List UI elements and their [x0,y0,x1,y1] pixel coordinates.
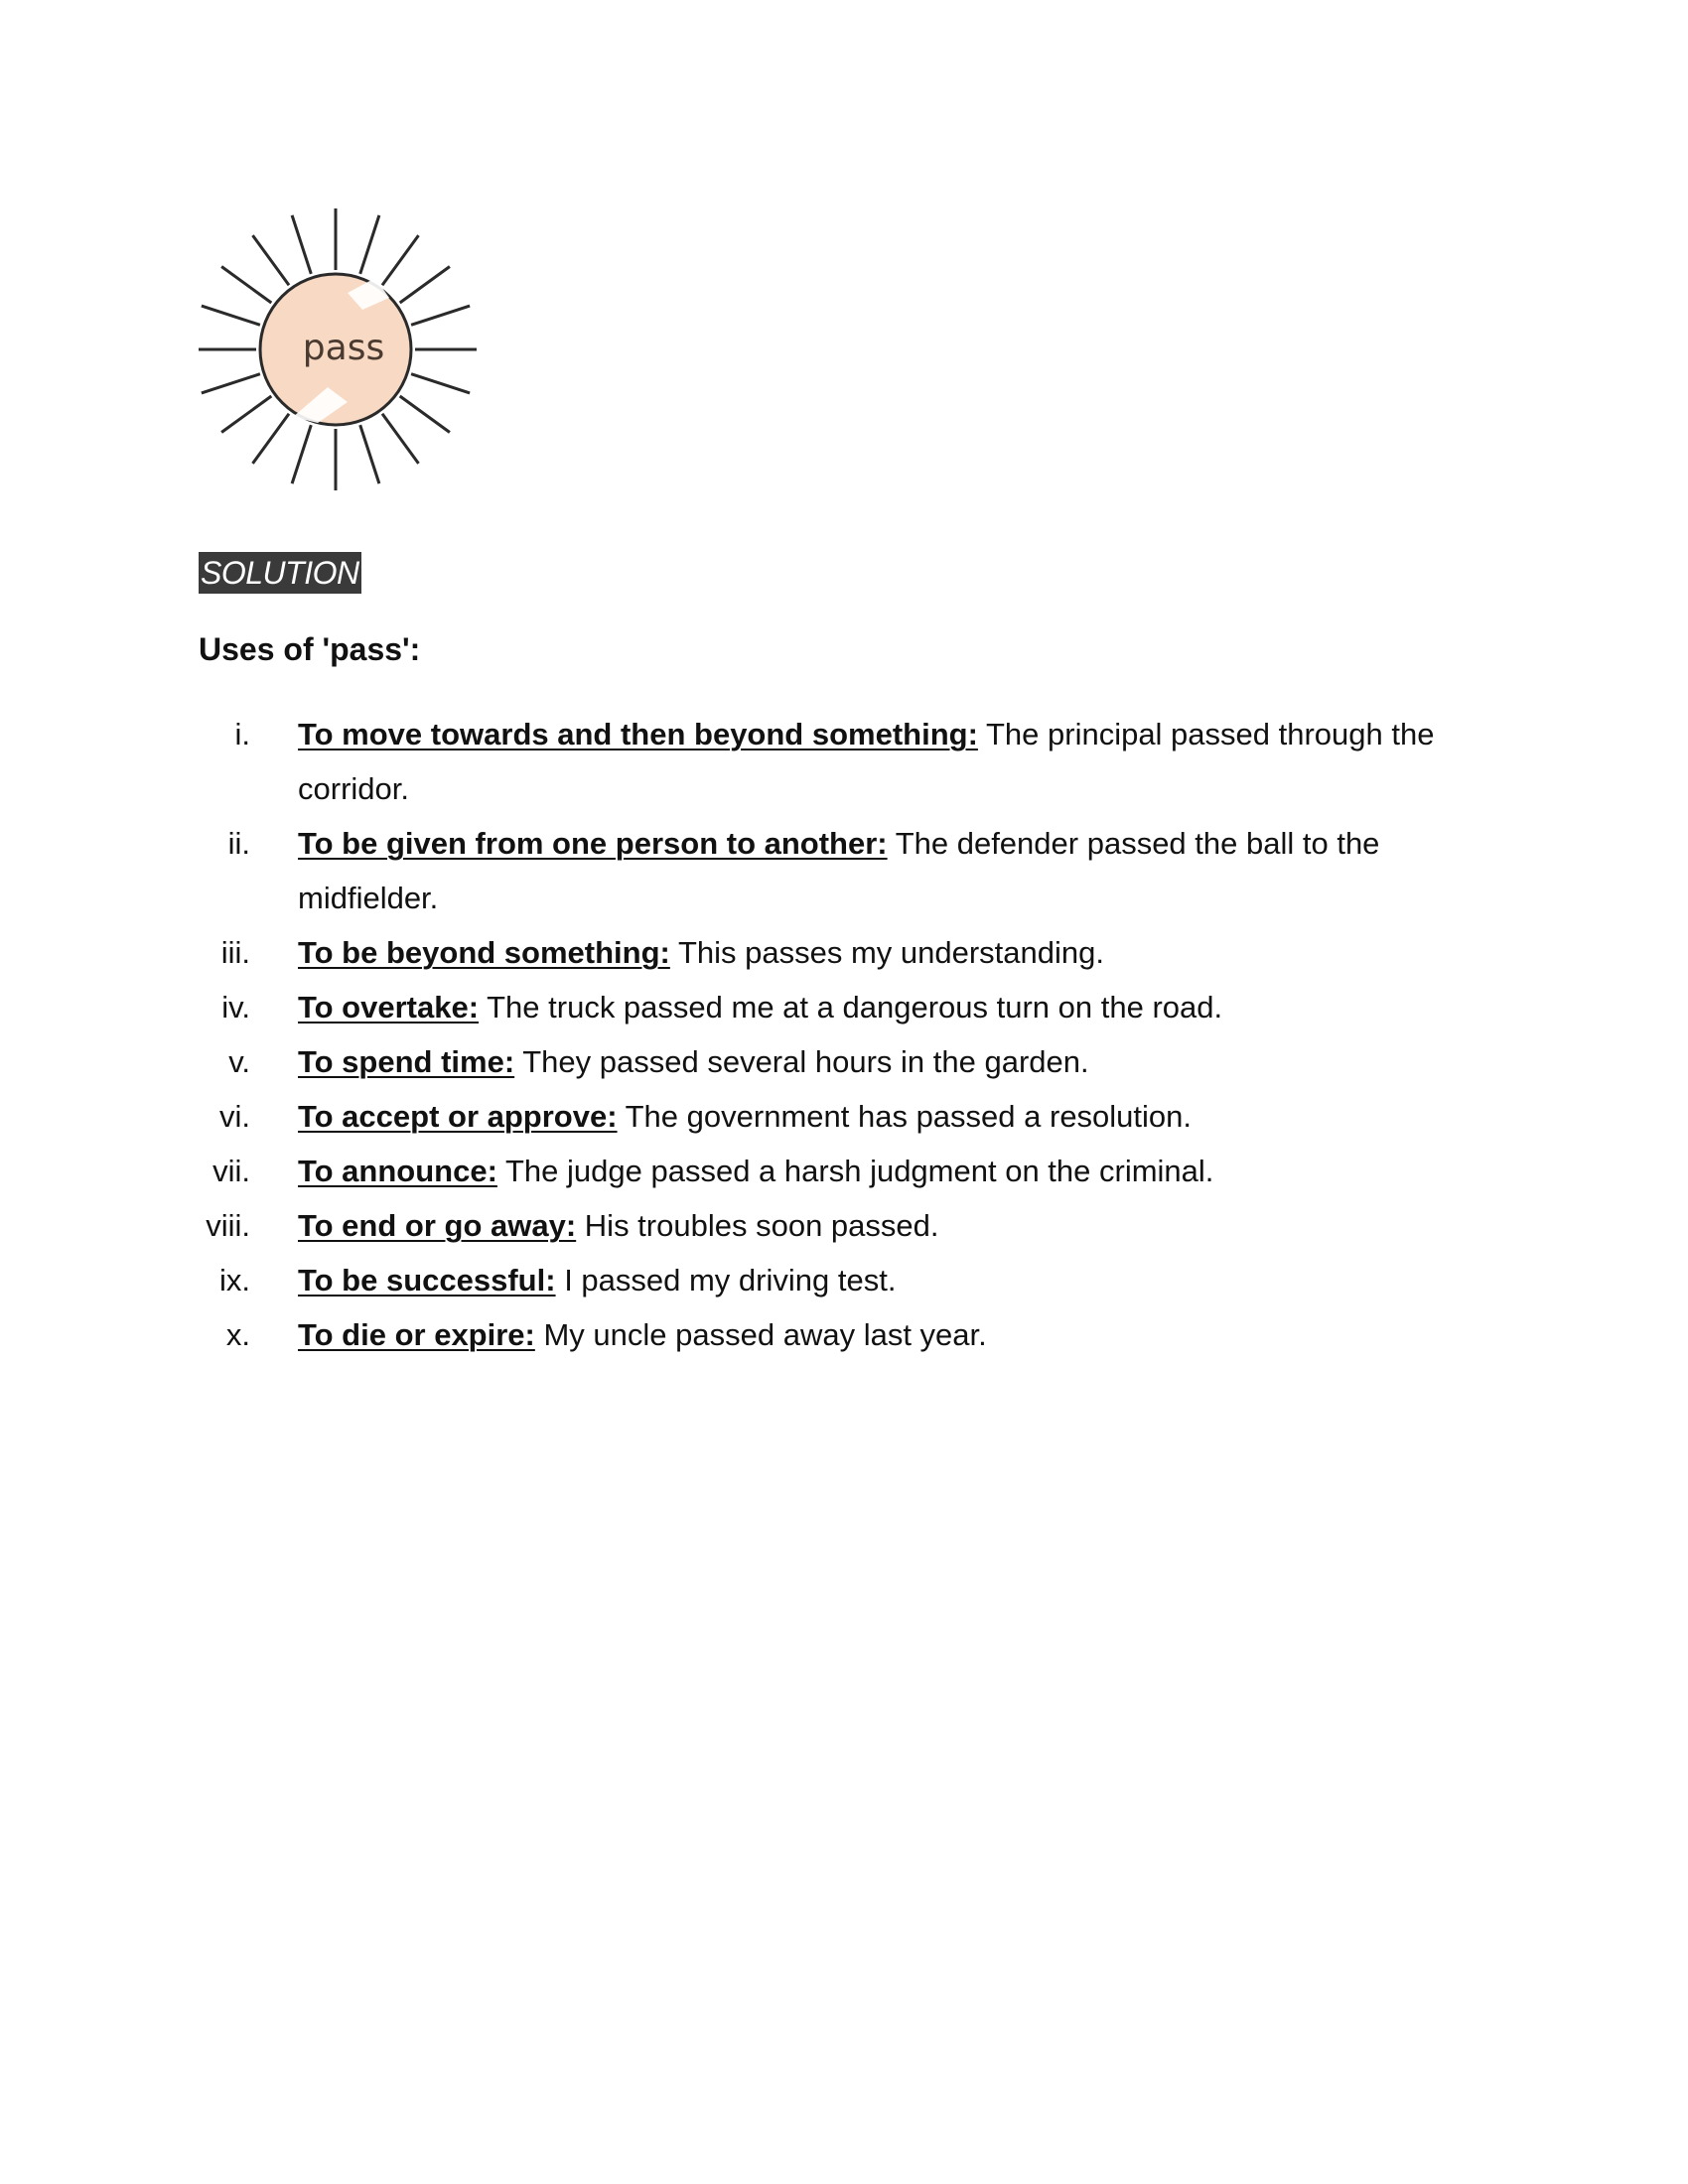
use-body [298,1198,1489,1253]
use-item [0,1198,1688,1253]
use-item [0,1144,1688,1198]
use-example: My uncle passed away last year. [543,1317,987,1352]
use-body [298,980,1489,1034]
diagram-ray [400,396,450,433]
use-item [0,925,1688,980]
diagram-ray [202,306,260,325]
use-numeral: iii. [220,935,250,970]
use-item [0,707,1688,816]
use-numeral: x. [225,1317,250,1352]
use-numeral: ii. [227,826,250,861]
use-example: The government has passed a resolution. [625,1099,1193,1134]
use-example: They passed several hours in the garden. [522,1044,1089,1079]
use-item [0,1089,1688,1144]
use-numeral: vi. [219,1099,250,1134]
use-example: The judge passed a harsh judgment on the criminal. [504,1154,1214,1188]
use-numeral: v. [228,1044,250,1079]
diagram-ray [382,414,419,464]
use-item [0,816,1688,925]
diagram-ray [400,267,450,304]
use-body [298,1034,1489,1089]
use-example: The truck passed me at a dangerous turn on the road. [487,990,1223,1024]
use-term: To be given from one person to another: [298,826,888,861]
use-numeral: iv. [221,990,250,1024]
use-item [0,1307,1688,1362]
diagram-ray [382,235,419,285]
use-body [298,1307,1489,1362]
use-term: To overtake: [298,990,480,1024]
use-example: This passes my understanding. [677,935,1104,970]
use-example: The defender passed the ball to the midfielder. [298,826,1380,915]
diagram-ray [202,374,260,393]
diagram-ray [292,425,311,483]
diagram-ray [253,414,290,464]
use-body [298,1253,1489,1307]
use-body [298,1144,1489,1198]
use-example: His troubles soon passed. [584,1208,939,1243]
use-numeral: ix. [219,1263,250,1297]
uses-heading: Uses of 'pass': [199,631,421,667]
diagram-ray [253,235,290,285]
use-term: To end or go away: [298,1208,577,1243]
use-example: The principal passed through the corridor. [298,717,1435,806]
diagram-ray [221,267,271,304]
use-term: To be successful: [298,1263,556,1297]
diagram-ray [360,425,379,483]
use-body [298,1089,1489,1144]
use-numeral: vii. [212,1154,250,1188]
uses-list [0,707,1688,1362]
use-term: To die or expire: [298,1317,535,1352]
use-numeral: i. [234,717,250,751]
diagram-ray [360,215,379,274]
word-sun-diagram [199,199,487,496]
use-term: To be beyond something: [298,935,670,970]
use-body [298,816,1489,925]
use-body [298,707,1489,816]
use-example: I passed my driving test. [564,1263,897,1297]
use-item [0,1034,1688,1089]
use-item [0,980,1688,1034]
solution-label: SOLUTION [199,552,361,594]
use-body [298,925,1489,980]
diagram-ray [411,374,470,393]
use-numeral: viii. [206,1208,250,1243]
use-item [0,1253,1688,1307]
diagram-center-word: pass [302,328,385,368]
use-term: To accept or approve: [298,1099,618,1134]
use-term: To spend time: [298,1044,515,1079]
use-term: To announce: [298,1154,497,1188]
diagram-ray [292,215,311,274]
use-term: To move towards and then beyond something: [298,717,978,751]
diagram-ray [411,306,470,325]
diagram-ray [221,396,271,433]
